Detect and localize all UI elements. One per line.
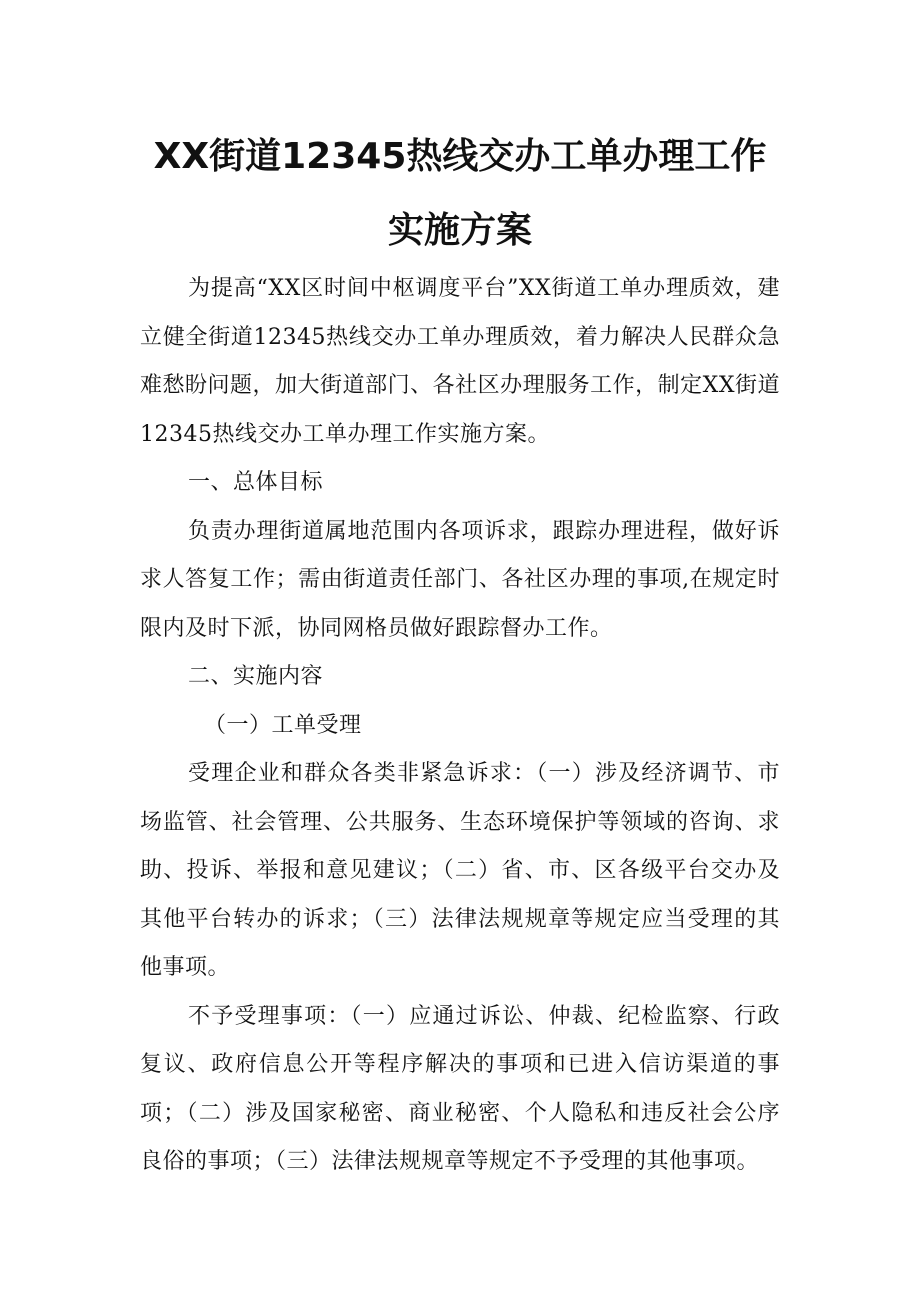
section-heading-implementation: 二、实施内容 xyxy=(188,664,324,689)
subsection-heading-ticket-acceptance: （一）工单受理 xyxy=(204,712,362,738)
non-acceptance-paragraph: 不予受理事项：（一）应通过诉讼、仲裁、纪检监察、行政复议、政府信息公开等程序解决的事项和已进入信访渠道的事项；（二）涉及国家秘密、商业秘密、个人隐私和违反社会公序良俗的事项；（三）法律法规规章等规定不予受理的其他事项。 xyxy=(140,1003,780,1174)
section-heading-overall-goal: 一、总体目标 xyxy=(188,470,324,495)
overall-goal-paragraph: 负责办理街道属地范围内各项诉求，跟踪办理进程，做好诉求人答复工作；需由街道责任部门、各社区办理的事项,在规定时限内及时下派，协同网格员做好跟踪督办工作。 xyxy=(140,518,780,641)
document-title-line-2: 实施方案 xyxy=(387,210,532,251)
document-title-line-1: XX街道12345热线交办工单办理工作 xyxy=(153,136,767,177)
intro-paragraph: 为提高“XX区时间中枢调度平台”XX街道工单办理质效，建立健全街道12345热线交办工单办理质效，着力解决人民群众急难愁盼问题，加大街道部门、各社区办理服务工作，制定XX街道12345热线交办工单办理工作实施方案。 xyxy=(140,276,780,447)
document-body xyxy=(140,265,780,1187)
acceptance-scope-paragraph: 受理企业和群众各类非紧急诉求：（一）涉及经济调节、市场监管、社会管理、公共服务、生态环境保护等领域的咨询、求助、投诉、举报和意见建议；（二）省、市、区各级平台交办及其他平台转办的诉求；（三）法律法规规章等规定应当受理的其他事项。 xyxy=(140,761,780,980)
